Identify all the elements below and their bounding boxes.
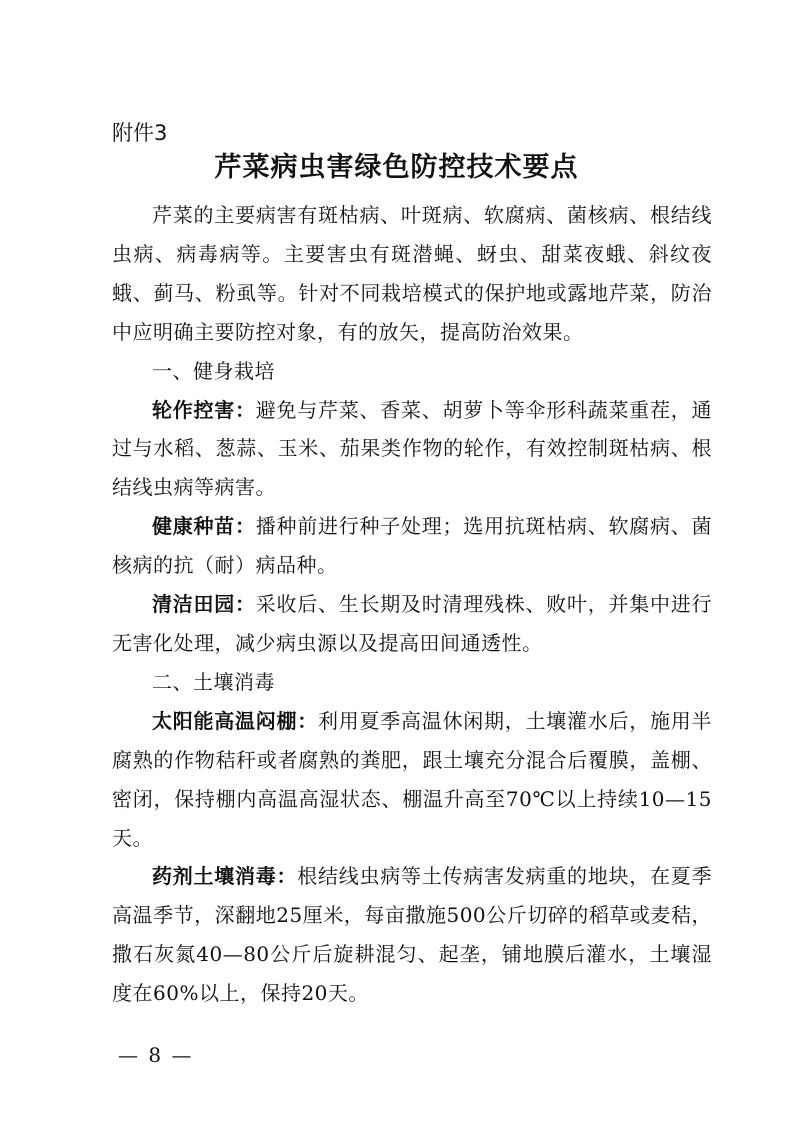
paragraph-lead: 药剂土壤消毒： bbox=[152, 864, 298, 889]
paragraph-crop-rotation bbox=[112, 391, 712, 508]
paragraph-field-cleaning bbox=[112, 585, 712, 663]
paragraph-lead: 健康种苗： bbox=[152, 514, 256, 539]
paragraph-lead: 轮作控害： bbox=[152, 397, 256, 422]
section-heading-healthy-cultivation: 一、健身栽培 bbox=[152, 358, 275, 383]
paragraph-text: 采收后、生长期及时清理残株、败叶，并集中进行无害化处理，减少病虫源以及提高田间通透性。 bbox=[112, 592, 712, 655]
document-body bbox=[112, 196, 712, 1013]
paragraph-text: 避免与芹菜、香菜、胡萝卜等伞形科蔬菜重茬，通过与水稻、葱蒜、玉米、茄果类作物的轮作，有效控制斑枯病、根结线虫病等病害。 bbox=[112, 397, 712, 500]
paragraph-text: 根结线虫病等土传病害发病重的地块，在夏季高温季节，深翻地25厘米，每亩撒施500公斤切碎的稻草或麦秸，撒石灰氮40—80公斤后旋耕混匀、起垄，铺地膜后灌水，土壤湿度在60%以上，保持20天。 bbox=[112, 864, 712, 1006]
paragraph-solar-greenhouse bbox=[112, 702, 712, 858]
section-heading-soil-disinfection: 二、土壤消毒 bbox=[152, 669, 275, 694]
document-title: 芹菜病虫害绿色防控技术要点 bbox=[214, 152, 579, 183]
attachment-label: 附件3 bbox=[112, 121, 168, 145]
paragraph-lead: 太阳能高温闷棚： bbox=[152, 708, 318, 733]
paragraph-lead: 清洁田园： bbox=[152, 592, 256, 617]
paragraph-healthy-seedlings bbox=[112, 507, 712, 585]
page-number: — 8 — bbox=[118, 1043, 194, 1067]
paragraph-chemical-soil bbox=[112, 857, 712, 1013]
intro-paragraph: 芹菜的主要病害有斑枯病、叶斑病、软腐病、菌核病、根结线虫病、病毒病等。主要害虫有斑潜蝇、蚜虫、甜菜夜蛾、斜纹夜蛾、蓟马、粉虱等。针对不同栽培模式的保护地或露地芹菜，防治中应明确主要防控对象，有的放矢，提高防治效果。 bbox=[112, 203, 712, 344]
paragraph-text: 利用夏季高温休闲期，土壤灌水后，施用半腐熟的作物秸秆或者腐熟的粪肥，跟土壤充分混合后覆膜，盖棚、密闭，保持棚内高温高湿状态、棚温升高至70℃以上持续10—15天。 bbox=[112, 708, 712, 850]
paragraph-text: 播种前进行种子处理；选用抗斑枯病、软腐病、菌核病的抗（耐）病品种。 bbox=[112, 514, 712, 578]
